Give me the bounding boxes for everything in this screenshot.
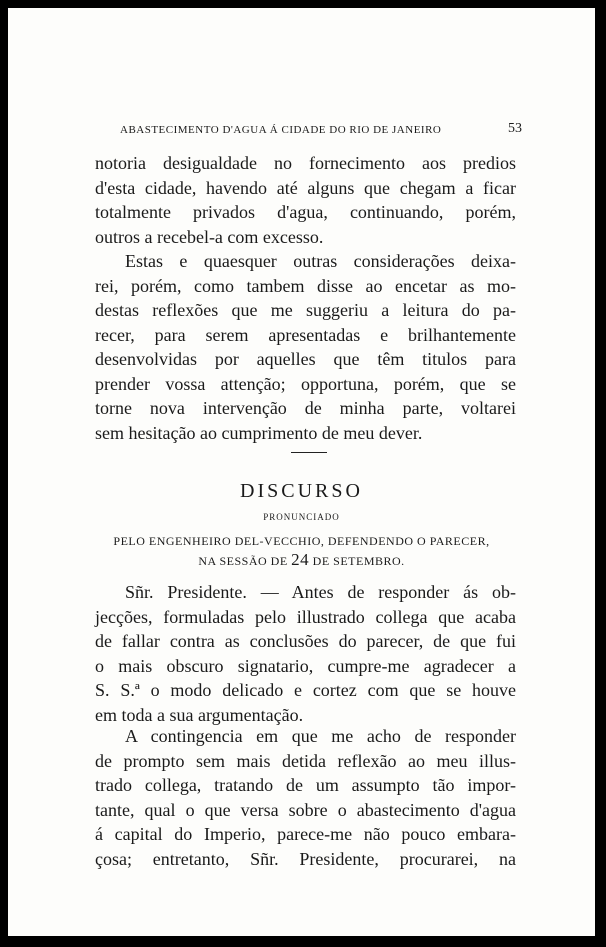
text-line: S. S.ª o modo delicado e cortez com que se houve: [95, 680, 516, 700]
text-line: rei, porém, como tambem disse ao encetar as mo-: [95, 275, 516, 296]
running-header: [120, 121, 522, 136]
text-line: Estas e quaesquer outras considerações deixa-: [125, 251, 516, 271]
session-prefix: NA SESSÃO DE: [198, 554, 288, 568]
paragraph-1: [95, 151, 516, 249]
text-line: desenvolvidas por aquelles que têm titulos para: [95, 349, 516, 369]
text-line: torne nova intervenção de minha parte, voltarei: [95, 398, 516, 418]
text-line: prender vossa attenção; opportuna, porém, que se: [95, 373, 516, 394]
text-line: d'esta cidade, havendo até alguns que chegam a ficar: [95, 177, 516, 198]
text-line: de fallar contra as conclusões do parecer, de que fui: [95, 631, 516, 651]
paragraph-2: [95, 249, 516, 445]
text-line: á capital do Imperio, parece-me não pouco embara-: [95, 824, 516, 844]
text-line: tante, qual o que versa sobre o abastecimento d'agua: [95, 799, 516, 820]
text-line: recer, para serem apresentadas e brilhantemente: [95, 324, 516, 345]
running-title: ABASTECIMENTO D'AGUA Á CIDADE DO RIO DE JANEIRO: [120, 124, 442, 136]
text-line: A contingencia em que me acho de responder: [125, 726, 516, 746]
text-line: destas reflexões que me suggeriu a leitura do pa-: [95, 300, 516, 320]
section-title: DISCURSO: [240, 480, 363, 502]
text-line: notoria desigualdade no fornecimento aos predios: [95, 153, 516, 173]
session-day: 24: [291, 550, 310, 569]
text-line: o mais obscuro signatario, cumpre-me agradecer a: [95, 655, 516, 676]
section-subtitle: PRONUNCIADO: [263, 512, 340, 522]
text-line: jecções, formuladas pelo illustrado collega que acaba: [95, 606, 516, 627]
text-line: outros a recebel-a com excesso.: [95, 226, 324, 247]
text-line: çosa; entretanto, Sñr. Presidente, procurarei, na: [95, 848, 516, 869]
page-number: 53: [508, 121, 522, 136]
paragraph-3: [95, 580, 516, 727]
text-line: em toda a sua argumentação.: [95, 704, 304, 725]
text-line: trado collega, tratando de um assumpto tão impor-: [95, 775, 516, 795]
text-line: Sñr. Presidente. — Antes de responder ás ob-: [125, 582, 516, 602]
book-page: [8, 8, 595, 936]
text-line: sem hesitação ao cumprimento de meu dever.: [95, 422, 423, 443]
section-divider: [291, 452, 327, 453]
paragraph-4: [95, 724, 516, 871]
session-suffix: DE SETEMBRO.: [312, 554, 405, 568]
text-line: totalmente privados d'agua, continuando, porém,: [95, 202, 516, 222]
section-session: [8, 550, 595, 570]
text-line: de prompto sem mais detida reflexão ao meu illus-: [95, 750, 516, 771]
section-byline: PELO ENGENHEIRO DEL-VECCHIO, DEFENDENDO O PARECER,: [113, 534, 490, 548]
